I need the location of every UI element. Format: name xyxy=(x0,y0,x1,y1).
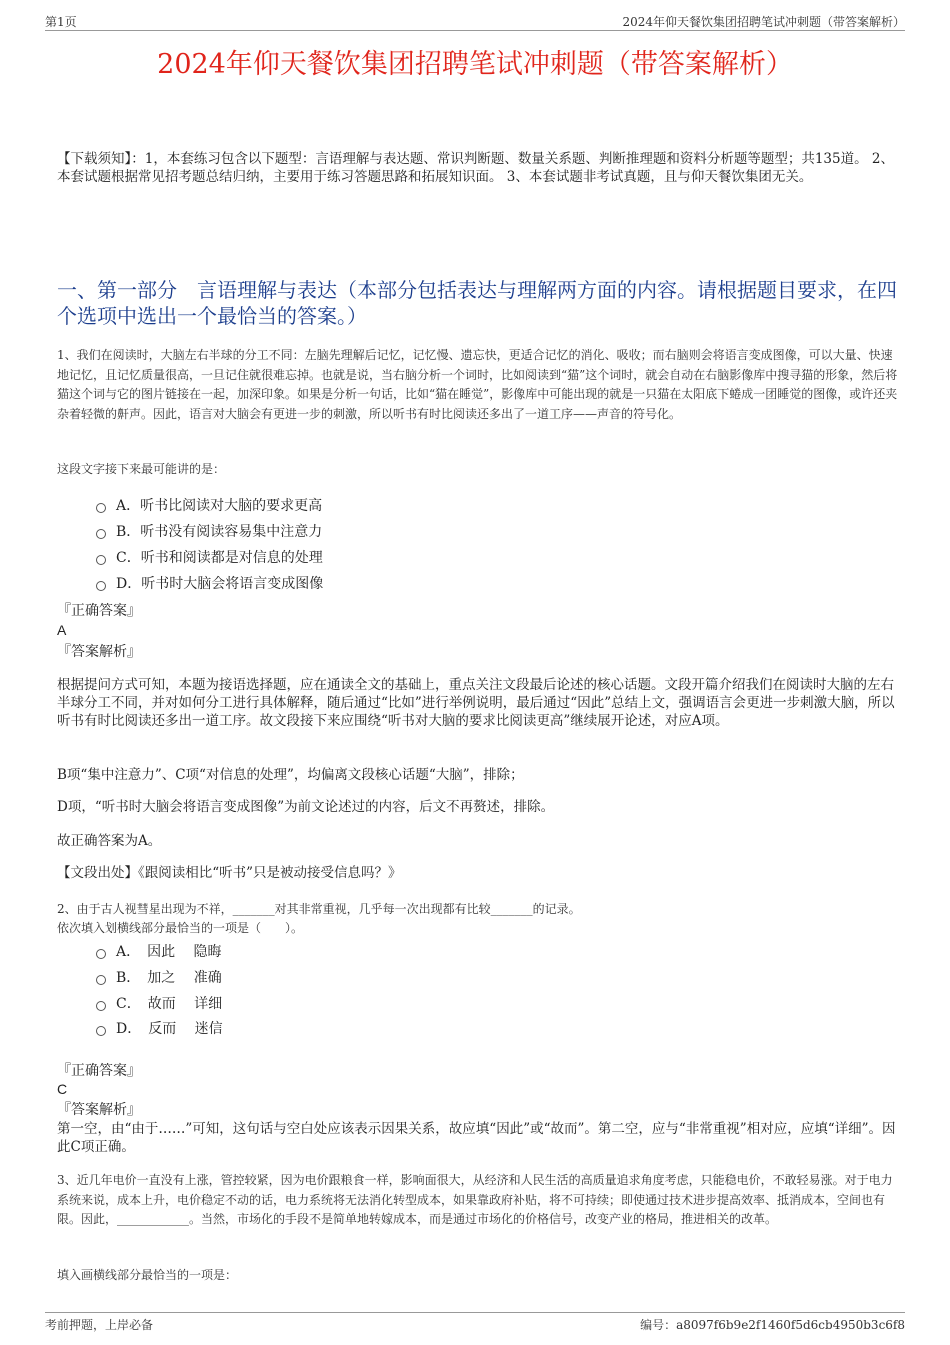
q2-option-d-label: D． 反而 迷信 xyxy=(116,1021,223,1037)
footer-slogan: 考前押题，上岸必备 xyxy=(45,1318,154,1332)
page-title: 2024年仰天餐饮集团招聘笔试冲刺题（带答案解析） xyxy=(157,49,793,80)
q2-option-a[interactable] xyxy=(96,942,222,962)
radio-icon[interactable] xyxy=(96,975,106,985)
radio-icon[interactable] xyxy=(96,581,106,591)
radio-icon[interactable] xyxy=(96,949,106,959)
q1-analysis-p2: B项“集中注意力”、C项“对信息的处理”，均偏离文段核心话题“大脑”，排除； xyxy=(57,767,524,783)
radio-icon[interactable] xyxy=(96,529,106,539)
q1-option-d[interactable] xyxy=(96,574,323,594)
q2-option-c[interactable] xyxy=(96,994,222,1014)
q1-option-b-label: B．听书没有阅读容易集中注意力 xyxy=(116,524,323,540)
q3-stem: 3、近几年电价一直没有上涨，管控较紧，因为电价跟粮食一样，影响面很大，从经济和人民生活的高质量追求角度考虑，只能稳电价，不敢轻易涨。对于电力系统来说，成本上升，电价稳定不动的话，电力系统将无法消化转型成本，如果靠政府补贴，将不可持续；即使通过技术进步提高效率、抵消成本，空间也有限。因此，____________。当然，市场化的手段不是简单地转嫁成本，而是通过市场化的价格信号，改变产业的格局，推进相关的改革。 xyxy=(57,1173,893,1226)
radio-icon[interactable] xyxy=(96,555,106,565)
q1-analysis-p4: 故正确答案为A。 xyxy=(57,833,162,849)
q1-stem: 1、我们在阅读时，大脑左右半球的分工不同：左脑先理解后记忆，记忆慢、遗忘快，更适合记忆的消化、吸收；而右脑则会将语言变成图像，可以大量、快速地记忆，且记忆质量很高，一旦记住就很难忘掉。也就是说，当右脑分析一个词时，比如阅读到“猫”这个词时，就会自动在右脑影像库中搜寻猫的形象，然后将猫这个词与它的图片链接在一起，加深印象。如果是分析一句话，比如“猫在睡觉”，影像库中可能出现的就是一只猫在太阳底下蜷成一团睡觉的图像，或许还夹杂着轻微的鼾声。因此，语言对大脑会有更进一步的刺激，所以听书有时比阅读还多出了一道工序——声音的符号化。 xyxy=(57,348,898,421)
q2-analysis: 第一空，由“由于……”可知，这句话与空白处应该表示因果关系，故应填“因此”或“故而”。第二空，应与“非常重视”相对应，应填“详细”。因此C项正确。 xyxy=(57,1121,896,1155)
q2-option-a-label: A． 因此 隐晦 xyxy=(116,944,222,960)
q1-option-c-label: C．听书和阅读都是对信息的处理 xyxy=(116,550,323,566)
q1-option-a[interactable] xyxy=(96,496,322,516)
q2-option-b-label: B． 加之 准确 xyxy=(116,970,222,986)
q2-answer: C xyxy=(57,1081,68,1097)
footer-divider xyxy=(45,1312,905,1313)
q1-source: 【文段出处】《跟阅读相比“听书”只是被动接受信息吗？》 xyxy=(57,865,402,881)
q2-analysis-label: 『答案解析』 xyxy=(57,1102,141,1118)
radio-icon[interactable] xyxy=(96,503,106,513)
q2-option-b[interactable] xyxy=(96,968,222,988)
page-number: 第1页 xyxy=(45,15,77,29)
q1-option-c[interactable] xyxy=(96,548,323,568)
radio-icon[interactable] xyxy=(96,1026,106,1036)
q1-option-a-label: A．听书比阅读对大脑的要求更高 xyxy=(116,498,323,514)
section-heading: 一、第一部分 言语理解与表达（本部分包括表达与理解两方面的内容。请根据题目要求，在四个选项中选出一个最恰当的答案。） xyxy=(57,278,897,328)
q1-analysis-p3: D项，“听书时大脑会将语言变成图像”为前文论述过的内容，后文不再赘述，排除。 xyxy=(57,799,555,815)
q1-answer-label: 『正确答案』 xyxy=(57,603,141,619)
q1-question: 这段文字接下来最可能讲的是： xyxy=(57,462,226,476)
radio-icon[interactable] xyxy=(96,1001,106,1011)
q1-analysis-p1: 根据提问方式可知，本题为接语选择题，应在通读全文的基础上，重点关注文段最后论述的核心话题。文段开篇介绍我们在阅读时大脑的左右半球分工不同，并对如何分工进行具体解释，随后通过“比如”进行举例说明，最后通过“因此”总结上文，强调语言会更进一步刺激大脑，所以听书有时比阅读还多出一道工序。故文段接下来应围绕“听书对大脑的要求比阅读更高”继续展开论述，对应A项。 xyxy=(57,677,895,729)
q1-analysis-label: 『答案解析』 xyxy=(57,644,141,660)
q2-stem: 2、由于古人视彗星出现为不祥，_______对其非常重视，几乎每一次出现都有比较_______的记录。 xyxy=(57,902,581,916)
q1-option-d-label: D．听书时大脑会将语言变成图像 xyxy=(116,576,324,592)
header-doc-title: 2024年仰天餐饮集团招聘笔试冲刺题（带答案解析） xyxy=(622,15,905,29)
q1-answer: A xyxy=(57,622,67,638)
q2-answer-label: 『正确答案』 xyxy=(57,1063,141,1079)
footer-code: 编号：a8097f6b9e2f1460f5d6cb4950b3c6f8 xyxy=(640,1318,905,1332)
q3-question: 填入画横线部分最恰当的一项是： xyxy=(57,1268,238,1282)
q2-option-c-label: C． 故而 详细 xyxy=(116,996,223,1012)
q2-option-d[interactable] xyxy=(96,1019,223,1039)
header-divider xyxy=(45,30,905,31)
q1-option-b[interactable] xyxy=(96,522,322,542)
q2-question: 依次填入划横线部分最恰当的一项是（ ）。 xyxy=(57,921,304,935)
download-notice: 【下载须知】：1，本套练习包含以下题型：言语理解与表达题、常识判断题、数量关系题、判断推理题和资料分析题等题型；共135道。 2、本套试题根据常见招考题总结归纳，主要用于练习答题思路和拓展知识面。 3、本套试题非考试真题，且与仰天餐饮集团无关。 xyxy=(57,151,894,185)
